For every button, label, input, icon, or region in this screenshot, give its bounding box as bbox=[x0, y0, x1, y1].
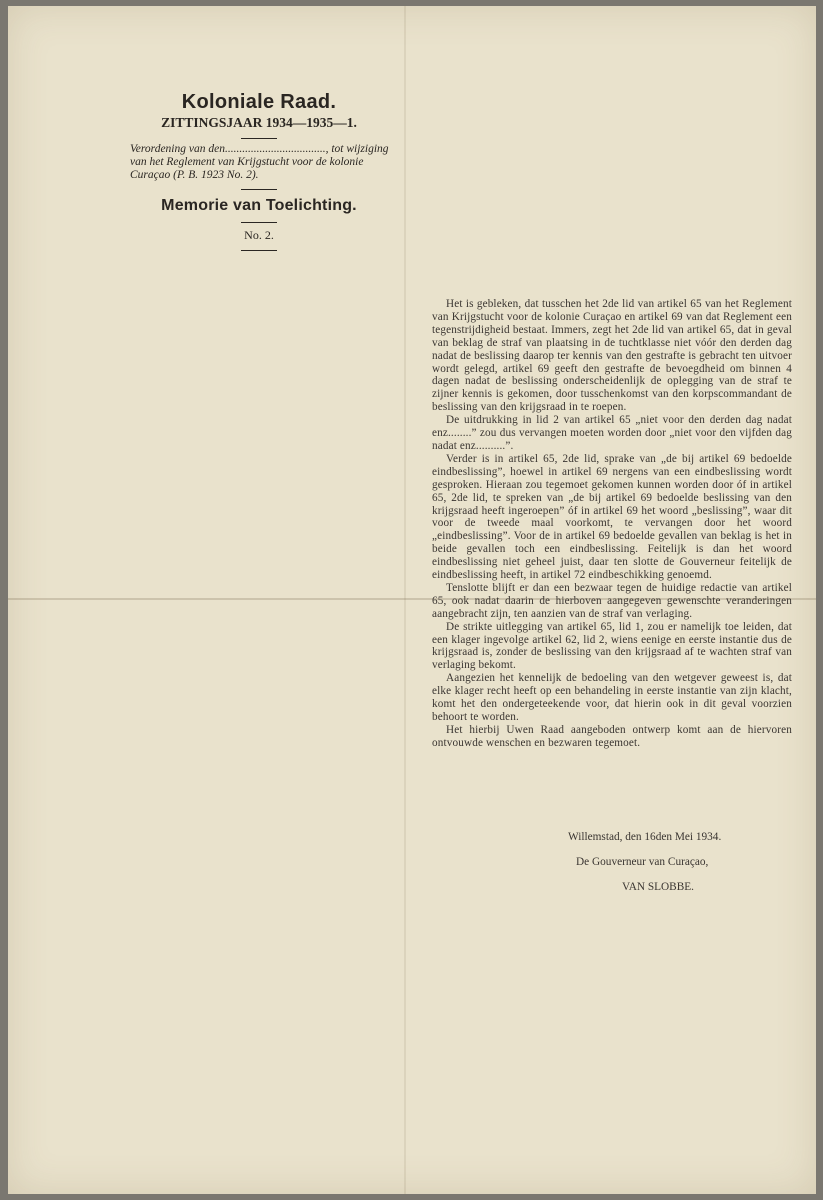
document-page bbox=[8, 6, 816, 1194]
ordinance-description: Verordening van den..................................., tot wijziging van het Reglement van Krijgstucht voor de kolonie Curaçao (P. B. 1923 No. 2). bbox=[130, 143, 389, 181]
paragraph: Aangezien het kennelijk de bedoeling van den wetgever geweest is, dat elke klager recht heeft op een behandeling in eerste instantie van zijn klacht, komt het den ondergeteekende voor, dat hierin ook in dit geval voorzien behoort te worden. bbox=[432, 672, 792, 723]
memorandum-body bbox=[432, 298, 792, 750]
document-title: Memorie van Toelichting. bbox=[161, 197, 357, 214]
paragraph: Het is gebleken, dat tusschen het 2de lid van artikel 65 van het Reglement van Krijgstucht voor de kolonie Curaçao en artikel 69 van dat Reglement een tegenstrijdigheid bestaat. Immers, zegt het 2de lid van artikel 65, dat in geval van beklag de straf van plaatsing in de tuchtklasse niet vóór den derden dag nadat de beslissing daarop ter kennis van den gestrafte is gebracht ten uitvoer wordt gelegd, artikel 69 geeft den gestrafte de bevoegdheid om binnen 4 dagen nadat de beslissing onderscheidenlijk de oplegging van de straf te zijner kennis is gekomen, door tusschenkomst van den korpscommandant de beslissing van den krijgsraad in te roepen. bbox=[432, 298, 792, 414]
paragraph: De uitdrukking in lid 2 van artikel 65 „niet voor den derden dag nadat enz........” zou dus vervangen moeten worden door „niet voor den vijfden dag nadat enz..........”. bbox=[432, 414, 792, 452]
divider bbox=[241, 138, 277, 139]
paragraph: Verder is in artikel 65, 2de lid, sprake van „de bij artikel 69 bedoelde eindbeslissing”, hoewel in artikel 69 nergens van een eindbeslissing wordt gesproken. Hieraan zou tegemoet gekomen kunnen worden door óf in artikel 65, 2de lid, te spreken van „de bij artikel 69 bedoelde beslissing van den krijgsraad heeft ingeroepen” óf in artikel 69 het woord „beslissing”, waar dit voor de tweede maal voorkomt, te vervangen door het woord „eindbeslissing”. Voor de in artikel 69 bedoelde gevallen van beklag is het in beide gevallen toch een eindbeslissing. Feitelijk is dan het woord eindbeslissing niet geheel juist, daar ten slotte de Gouverneur feitelijk de eindbeslissing heeft, in artikel 72 eindbeschikking genoemd. bbox=[432, 452, 792, 582]
council-heading: Koloniale Raad. bbox=[181, 91, 337, 113]
signature-block bbox=[432, 831, 792, 894]
divider bbox=[241, 250, 277, 251]
divider bbox=[241, 222, 277, 223]
session-line: ZITTINGSJAAR 1934—1935—1. bbox=[161, 115, 357, 130]
document-number: No. 2. bbox=[244, 228, 274, 242]
paragraph: Tenslotte blijft er dan een bezwaar tegen de huidige redactie van artikel 65, ook nadat daarin de hierboven aangegeven gewenschte veranderingen aangebracht zijn, ten aanzien van de straf van verlaging. bbox=[432, 581, 792, 620]
paragraph: De strikte uitlegging van artikel 65, lid 1, zou er namelijk toe leiden, dat een klager ingevolge artikel 62, lid 2, wiens eenige en eerste instantie dus de krijgsraad is, zonder de beslissing van den krijgsraad af te wachten straf van verlaging bekomt. bbox=[432, 620, 792, 672]
signatory-name: VAN SLOBBE. bbox=[622, 881, 694, 893]
paragraph: Het hierbij Uwen Raad aangeboden ontwerp komt aan de hiervoren ontvouwde wenschen en bezwaren tegemoet. bbox=[432, 723, 792, 749]
divider bbox=[241, 189, 277, 190]
heading-block bbox=[124, 91, 394, 255]
paper-fold-vertical bbox=[404, 6, 406, 1194]
signatory-title: De Gouverneur van Curaçao, bbox=[576, 856, 709, 868]
place-and-date: Willemstad, den 16den Mei 1934. bbox=[568, 831, 722, 843]
